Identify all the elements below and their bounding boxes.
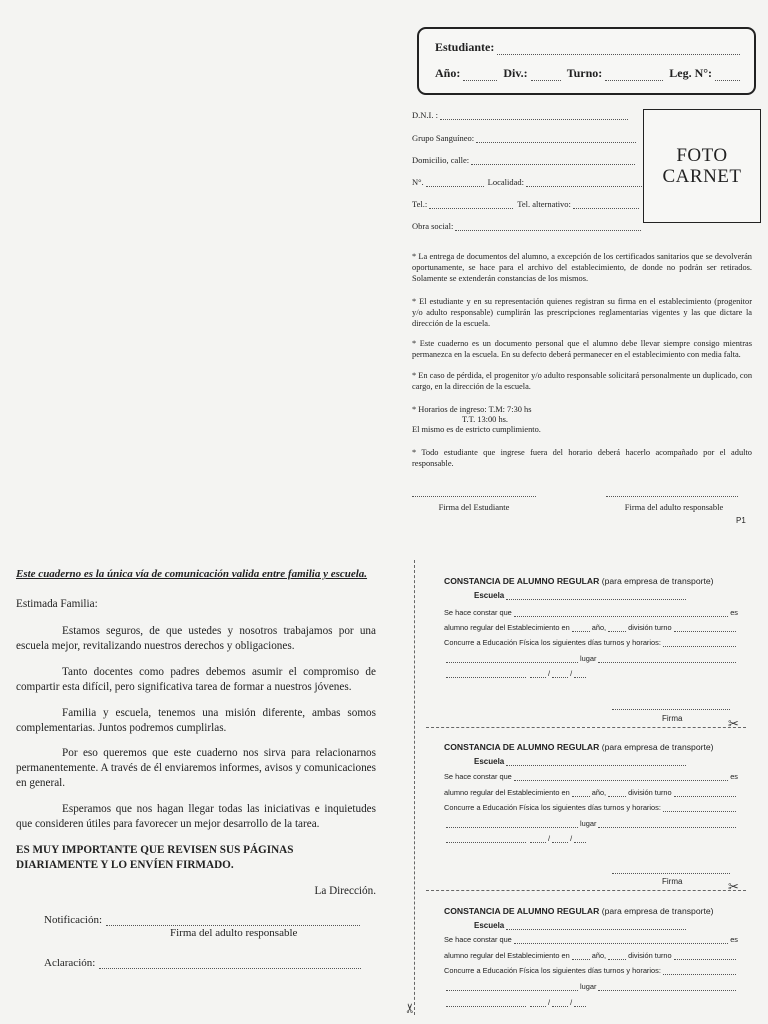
cut-line-1 bbox=[426, 727, 746, 728]
photo-placeholder bbox=[643, 109, 761, 223]
constancia-1-city-field[interactable] bbox=[446, 670, 526, 678]
constancia-3-pe-field[interactable] bbox=[663, 967, 736, 975]
notification-label: Notificación: bbox=[44, 914, 103, 926]
adult-signature-label: Firma del adulto responsable bbox=[624, 502, 724, 512]
phone-field[interactable] bbox=[429, 200, 513, 209]
constancia-2-year-field[interactable] bbox=[572, 789, 590, 797]
constancia-2-shift-field[interactable] bbox=[674, 789, 736, 797]
constancia-3-title: CONSTANCIA DE ALUMNO REGULAR (para empresa de transporte) bbox=[444, 906, 714, 916]
constancia-3-year-date-field[interactable] bbox=[574, 999, 586, 1007]
file-number-label: Leg. N°: bbox=[669, 66, 713, 80]
constancia-1-division-field[interactable] bbox=[608, 624, 626, 632]
constancia-3-school-label: Escuela bbox=[474, 921, 505, 930]
health-insurance-label: Obra social: bbox=[412, 221, 454, 231]
address-field[interactable] bbox=[471, 156, 635, 165]
constancia-2-school-label: Escuela bbox=[474, 757, 505, 766]
constancia-1-line-4: lugar bbox=[444, 654, 738, 663]
alt-phone-field[interactable] bbox=[573, 200, 639, 209]
constancia-1-school-field[interactable] bbox=[506, 592, 686, 600]
constancia-1-signature-line[interactable] bbox=[612, 709, 730, 710]
student-course-row bbox=[435, 66, 746, 81]
note-loss: * En caso de pérdida, el progenitor y/o adulto responsable solicitará personalmente un duplicado, con cargo, en la dirección de la escuela. bbox=[412, 371, 753, 391]
constancia-2-month-field[interactable] bbox=[552, 835, 568, 843]
notification-row bbox=[44, 914, 360, 926]
cut-line-2 bbox=[426, 890, 746, 891]
constancia-1-place-field[interactable] bbox=[598, 655, 736, 663]
scissors-icon: ✂ bbox=[402, 1002, 418, 1014]
constancia-2-city-field[interactable] bbox=[446, 835, 526, 843]
dni-row bbox=[412, 110, 628, 120]
blood-type-label: Grupo Sanguíneo: bbox=[412, 133, 475, 143]
letter-paragraph-3: Familia y escuela, tenemos una misión diferente, ambas somos complementarias. Juntos podremos cumplirlas. bbox=[16, 707, 376, 734]
student-label: Estudiante: bbox=[435, 40, 495, 54]
constancia-2-line-1: Se hace constar que es bbox=[444, 772, 738, 781]
constancia-1-shift-field[interactable] bbox=[674, 624, 736, 632]
dni-label: D.N.I. : bbox=[412, 110, 438, 120]
clarification-label: Aclaración: bbox=[44, 957, 96, 969]
letter-paragraph-4: Por eso queremos que este cuaderno nos sirva para relacionarnos permanentemente. A través de él enviaremos informes, avisos y comunicaciones en general. bbox=[16, 747, 376, 789]
alt-phone-label: Tel. alternativo: bbox=[517, 199, 571, 209]
note-schedule-morning: * Horarios de ingreso: T.M: 7:30 hs bbox=[412, 405, 532, 414]
photo-label-line1: FOTO bbox=[676, 145, 728, 166]
constancia-3-month-field[interactable] bbox=[552, 999, 568, 1007]
phone-row bbox=[412, 199, 639, 209]
note-personal-document: * Este cuaderno es un documento personal que el alumno debe llevar siempre consigo mientras permanezca en la escuela. En su defecto deberá permanecer en el establecimiento con media falta. bbox=[412, 339, 752, 359]
constancia-1-schedule-field[interactable] bbox=[446, 655, 578, 663]
constancia-2-school-field[interactable] bbox=[506, 758, 686, 766]
division-field[interactable] bbox=[531, 69, 561, 81]
scissors-icon: ✂ bbox=[728, 716, 739, 731]
constancia-1-firma-label: Firma bbox=[662, 714, 683, 723]
letter-paragraph-1: Estamos seguros, de que ustedes y nosotros trabajamos por una escuela mejor, revitalizando nuestros derechos y obligaciones. bbox=[16, 625, 376, 652]
student-header-box bbox=[417, 27, 756, 95]
letter-paragraph-5: Esperamos que nos hagan llegar todas las iniciativas e inquietudes que consideren útiles para favorecer un mejor desarrollo de la tarea. bbox=[16, 803, 376, 830]
constancia-2-day-field[interactable] bbox=[530, 835, 546, 843]
constancia-2-place-field[interactable] bbox=[598, 820, 736, 828]
constancia-1-line-1: Se hace constar que es bbox=[444, 608, 738, 617]
letter-important-notice: ES MUY IMPORTANTE QUE REVISEN SUS PÁGINAS DIARIAMENTE Y LO ENVÍEN FIRMADO. bbox=[16, 844, 294, 871]
constancia-2-school-row bbox=[474, 757, 688, 766]
student-signature-label: Firma del Estudiante bbox=[438, 502, 510, 512]
constancia-1-day-field[interactable] bbox=[530, 670, 546, 678]
constancia-2-line-2: alumno regular del Establecimiento en año, división turno bbox=[444, 788, 738, 797]
constancia-3-day-field[interactable] bbox=[530, 999, 546, 1007]
shift-field[interactable] bbox=[605, 69, 663, 81]
constancia-3-student-field[interactable] bbox=[514, 936, 728, 944]
constancia-2-student-field[interactable] bbox=[514, 773, 728, 781]
constancia-2 bbox=[444, 742, 744, 892]
constancia-3-schedule-field[interactable] bbox=[446, 983, 578, 991]
constancia-3-date-row: / / bbox=[444, 998, 588, 1007]
constancia-1-school-label: Escuela bbox=[474, 591, 505, 600]
vertical-cut-line bbox=[414, 560, 415, 1015]
letter-paragraph-2: Tanto docentes como padres debemos asumir el compromiso de compartir esta difícil, pero significativa tarea de formar a nuestros jóvenes. bbox=[16, 666, 376, 693]
scissors-icon: ✂ bbox=[728, 879, 739, 894]
address-label: Domicilio, calle: bbox=[412, 155, 470, 165]
constancia-3-school-row bbox=[474, 921, 688, 930]
constancia-1-line-2: alumno regular del Establecimiento en año, división turno bbox=[444, 623, 738, 632]
constancia-1-line-3: Concurre a Educación Física los siguientes días turnos y horarios: bbox=[444, 638, 738, 647]
note-late-arrival: * Todo estudiante que ingrese fuera del horario deberá hacerlo acompañado por el adulto responsable. bbox=[412, 448, 752, 468]
note-regulations: * El estudiante y en su representación quienes registran su firma en el establecimiento (progenitor y/o adulto responsable) cumplirán las prescripciones reglamentarias vigentes y las que dictare la dirección de la escuela. bbox=[412, 297, 752, 328]
constancia-3-school-field[interactable] bbox=[506, 922, 686, 930]
phone-label: Tel.: bbox=[412, 199, 428, 209]
constancia-3 bbox=[444, 906, 744, 1016]
constancia-1-pe-field[interactable] bbox=[663, 639, 736, 647]
locality-label: Localidad: bbox=[487, 177, 525, 187]
constancia-3-division-field[interactable] bbox=[608, 952, 626, 960]
file-number-field[interactable] bbox=[715, 69, 740, 81]
health-insurance-field[interactable] bbox=[455, 222, 641, 231]
constancia-1-date-row: / / bbox=[444, 669, 588, 678]
student-name-field[interactable] bbox=[497, 43, 740, 55]
adult-signature-line[interactable] bbox=[606, 496, 738, 497]
student-name-row bbox=[435, 40, 746, 55]
note-schedule-afternoon: T.T. 13:00 hs. bbox=[462, 415, 508, 424]
constancia-2-schedule-field[interactable] bbox=[446, 820, 578, 828]
constancia-2-division-field[interactable] bbox=[608, 789, 626, 797]
constancia-1-title: CONSTANCIA DE ALUMNO REGULAR (para empresa de transporte) bbox=[444, 576, 714, 586]
address-row bbox=[412, 155, 635, 165]
constancia-1-school-row bbox=[474, 591, 688, 600]
constancia-3-city-field[interactable] bbox=[446, 999, 526, 1007]
number-locality-row bbox=[412, 177, 646, 187]
constancia-2-firma-label: Firma bbox=[662, 877, 683, 886]
blood-type-row bbox=[412, 133, 636, 143]
blood-type-field[interactable] bbox=[476, 134, 636, 143]
shift-label: Turno: bbox=[566, 66, 603, 80]
constancia-1 bbox=[444, 576, 744, 726]
constancia-2-signature-line[interactable] bbox=[612, 873, 730, 874]
constancia-2-year-date-field[interactable] bbox=[574, 835, 586, 843]
constancia-1-year-field[interactable] bbox=[572, 624, 590, 632]
locality-field[interactable] bbox=[526, 178, 646, 187]
notification-signature-field[interactable] bbox=[106, 915, 360, 926]
note-strict: El mismo es de estricto cumplimiento. bbox=[412, 425, 541, 434]
page-number: P1 bbox=[736, 516, 746, 525]
letter-sign-off: La Dirección. bbox=[314, 885, 376, 897]
dni-field[interactable] bbox=[440, 111, 628, 120]
constancia-3-line-3: Concurre a Educación Física los siguientes días turnos y horarios: bbox=[444, 966, 738, 975]
note-documents: * La entrega de documentos del alumno, a excepción de los certificados sanitarios que se devolverán oportunamente, se hace para el archivo del establecimiento, de donde no podrán ser retirados. Solamente se extenderán constancias de los mismos. bbox=[412, 252, 752, 283]
constancia-2-line-3: Concurre a Educación Física los siguientes días turnos y horarios: bbox=[444, 803, 738, 812]
constancia-3-line-1: Se hace constar que es bbox=[444, 935, 738, 944]
constancia-3-place-field[interactable] bbox=[598, 983, 736, 991]
year-label: Año: bbox=[435, 66, 461, 80]
letter-greeting: Estimada Familia: bbox=[16, 598, 98, 610]
street-number-label: N°. bbox=[412, 177, 424, 187]
photo-label-line2: CARNET bbox=[662, 166, 742, 187]
letter-heading: Este cuaderno es la única vía de comunicación valida entre familia y escuela. bbox=[16, 568, 368, 580]
student-signature-line[interactable] bbox=[412, 496, 536, 497]
constancia-2-pe-field[interactable] bbox=[663, 804, 736, 812]
constancia-3-line-2: alumno regular del Establecimiento en año, división turno bbox=[444, 951, 738, 960]
constancia-1-month-field[interactable] bbox=[552, 670, 568, 678]
division-label: Div.: bbox=[503, 66, 528, 80]
year-field[interactable] bbox=[463, 69, 497, 81]
constancia-3-line-4: lugar bbox=[444, 982, 738, 991]
street-number-field[interactable] bbox=[426, 178, 484, 187]
notification-sublabel: Firma del adulto responsable bbox=[170, 927, 298, 939]
constancia-2-line-4: lugar bbox=[444, 819, 738, 828]
constancia-1-student-field[interactable] bbox=[514, 609, 728, 617]
health-insurance-row bbox=[412, 221, 641, 231]
constancia-3-shift-field[interactable] bbox=[674, 952, 736, 960]
constancia-2-date-row: / / bbox=[444, 834, 588, 843]
constancia-2-title: CONSTANCIA DE ALUMNO REGULAR (para empresa de transporte) bbox=[444, 742, 714, 752]
clarification-field[interactable] bbox=[99, 958, 361, 969]
constancia-3-year-field[interactable] bbox=[572, 952, 590, 960]
clarification-row bbox=[44, 957, 361, 969]
constancia-1-year-date-field[interactable] bbox=[574, 670, 586, 678]
